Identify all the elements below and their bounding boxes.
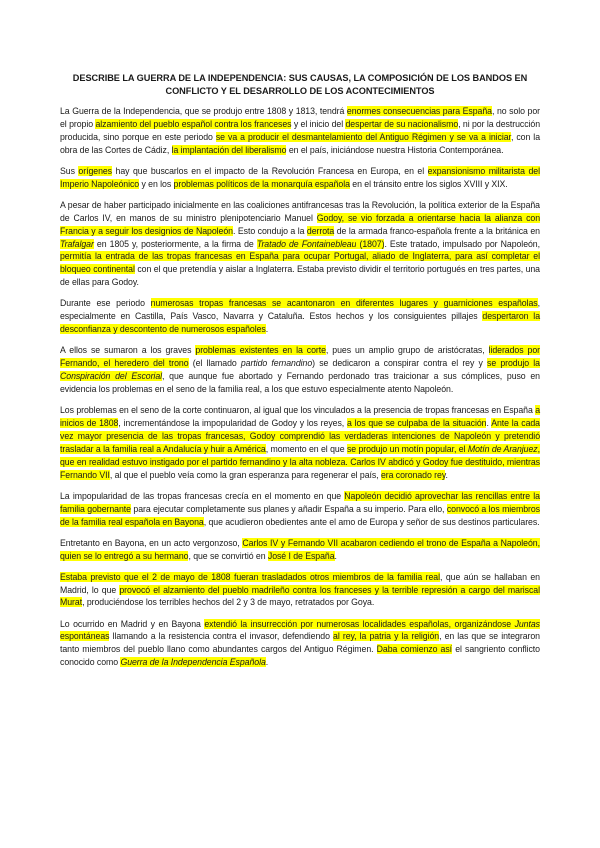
highlighted-text: provocó el alzamiento del pueblo madrileño contra los franceses y la terrible represión a cargo del mariscal Murat (60, 584, 540, 608)
highlighted-text: Conspiración del Escorial (60, 371, 163, 382)
paragraph-8 (60, 537, 540, 563)
highlighted-text: Trafalgar (60, 238, 94, 249)
text-run: . Este tratado, impulsado por Napoleón, (384, 238, 540, 249)
text-run: , en las que se integraron tanto miembros del pueblo llano como abundantes cargos del Antiguo Régimen. (60, 631, 540, 655)
text-run: Entretanto en Bayona, en un acto vergonzoso, (60, 537, 243, 548)
text-run: , no solo por el propio (60, 106, 540, 129)
highlighted-text: derrota (306, 225, 335, 236)
text-run: , ni por la destrucción producida, sino porque en este periodo (60, 118, 541, 142)
paragraph-6 (60, 404, 540, 481)
text-run: . (445, 469, 448, 480)
paragraph-1 (60, 105, 540, 157)
text-run: en 1805 y, posteriormente, a la firma de (93, 238, 257, 249)
text-run: (el llamado (188, 358, 241, 369)
document-title: DESCRIBE LA GUERRA DE LA INDEPENDENCIA: SUS CAUSAS, LA COMPOSICIÓN DE LOS BANDOS EN CONFLICTO Y EL DESARROLLO DE LOS ACONTECIMIENTOS (72, 73, 528, 96)
highlighted-text: Estaba previsto que el 2 de mayo de 1808 fueran trasladados otros miembros de la familia real (60, 571, 440, 582)
highlighted-text: se produjo un motín popular, el (346, 443, 468, 454)
highlighted-text: extendió la insurrección por numerosas localidades españolas, organizándose (204, 618, 515, 629)
paragraph-9 (60, 571, 540, 610)
highlighted-text: Motín de Aranjuez (467, 443, 538, 454)
document-body (60, 105, 540, 669)
paragraph-2 (60, 165, 540, 191)
paragraph-3 (60, 199, 540, 289)
highlighted-text: alzamiento del pueblo español contra los franceses (95, 118, 292, 129)
text-run: Los problemas en el seno de la corte continuaron, al igual que los vinculados a la presencia de tropas francesas en España (60, 405, 536, 416)
text-run: para ejecutar completamente sus planes y añadir España a su imperio. Para ello, (130, 503, 447, 514)
highlighted-text: orígenes (78, 165, 112, 176)
text-run: en el país, iniciándose nuestra Historia Contemporánea. (286, 144, 504, 155)
highlighted-text: se va a producir el desmantelamiento del Antiguo Régimen y se va a iniciar (215, 131, 511, 142)
highlighted-text: (1807) (356, 238, 385, 249)
text-run: , momento en el que (265, 443, 347, 454)
highlighted-text: despertar de su nacionalismo (345, 118, 459, 129)
highlighted-text: liderados por Fernando, el heredero del trono (60, 345, 540, 369)
highlighted-text: problemas políticos de la monarquía española (173, 178, 350, 189)
text-run: La impopularidad de las tropas francesas crecía en el momento en que (60, 490, 345, 501)
text-run: , que acudieron obedientes ante el amo de Europa y señor de sus destinos particulares. (203, 516, 540, 527)
text-run: Sus (60, 165, 79, 176)
text-run: en el tránsito entre los siglos XVIII y XIX. (349, 178, 508, 189)
highlighted-text: Ante la cada vez mayor presencia de las tropas francesas, Godoy comprendió las verdaderas intenciones de Napoleón y pretendió trasladar a la familia real a Andalucía y huir a América (60, 417, 540, 454)
highlighted-text: , que en realidad estuvo instigado por el partido fernandino y la alta nobleza. Carlos IV abdicó y Godoy fue destituido, mientras Fernando VII (60, 443, 540, 480)
highlighted-text: numerosas tropas francesas se acantonaron en diferentes lugares y guarniciones españolas (150, 298, 538, 309)
highlighted-text: convocó a los miembros de la familia real española en Bayona (60, 503, 540, 527)
highlighted-text: se produjo la (487, 358, 540, 369)
text-run: La Guerra de la Independencia, que se produjo entre 1808 y 1813, tendrá (60, 106, 347, 116)
text-run: , que aunque fue abortado y Fernando perdonado tras traicionar a sus cómplices, puso en evidencia los problemas en el seno de la familia real, a los que estuvo especialmente atento Napoleón. (60, 371, 540, 394)
text-run: , con la obra de las Cortes de Cádiz, (60, 131, 540, 155)
text-run: . (265, 324, 269, 335)
text-run: . Esto condujo a la (232, 225, 307, 236)
text-run: , al que el pueblo veía como la gran esperanza para regenerar el país, (109, 469, 381, 480)
text-run: llamando a la resistencia contra el invasor, defendiendo (109, 631, 334, 642)
text-run: el sangriento conflicto conocido como (60, 644, 540, 668)
highlighted-text: la implantación del liberalismo (171, 144, 287, 155)
highlighted-text: espontáneas (60, 631, 110, 642)
paragraph-4 (60, 297, 540, 336)
text-run: Durante ese periodo (60, 298, 151, 309)
highlighted-text: permitía la entrada de las tropas francesas en España para ocupar Portugal, aliado de Inglaterra, para así completar el bloqueo continental (60, 251, 540, 275)
text-run: de la armada franco-española frente a la británica en (334, 225, 540, 236)
highlighted-text: Tratado de Fontainebleau (256, 238, 357, 249)
text-run: , que se convirtió en (188, 550, 268, 561)
highlighted-text: Juntas (514, 618, 540, 629)
highlighted-text: Daba comienzo así (376, 644, 453, 655)
text-run: hay que buscarlos en el impacto de la Revolución Francesa en Europa, en el (112, 165, 428, 176)
text-run: , especialmente en Castilla, País Vasco, Navarra y Cataluña. Estos hechos y los consiguientes pillajes (60, 298, 540, 322)
text-run: , produciéndose los terribles hechos del 2 y 3 de mayo, retratados por Goya. (82, 597, 375, 608)
paragraph-7 (60, 490, 540, 529)
highlighted-text: Guerra de la Independencia Española (120, 657, 266, 668)
text-run: y el inicio del (291, 118, 346, 129)
text-run: A ellos se sumaron a los graves (60, 345, 196, 356)
text-run: A pesar de haber participado inicialmente en las coaliciones antifrancesas tras la Revolución, la política exterior de la España de Carlos IV, en manos de su ministro plenipotenciario Manuel (60, 199, 540, 223)
text-run: , que aún se hallaban en Madrid, lo que (60, 571, 540, 595)
highlighted-text: José I de España (267, 550, 335, 561)
paragraph-10 (60, 618, 540, 670)
text-run: ) se dedicaron a conspirar contra el rey y (312, 358, 488, 369)
text-run: partido fernandino (240, 358, 313, 369)
paragraph-5 (60, 344, 540, 396)
highlighted-text: expansionismo militarista del Imperio Napoleónico (60, 165, 540, 189)
highlighted-text: a inicios de 1808 (60, 405, 540, 428)
highlighted-text: problemas existentes en la corte (195, 345, 326, 356)
text-run: con el que pretendía y aislar a Inglaterra. Estaba previsto dividir el territorio portugués en tres partes, una de ellas para Godoy. (60, 264, 540, 288)
text-run: . (265, 657, 269, 668)
text-run: , pues un amplio grupo de aristócratas, (325, 345, 489, 356)
highlighted-text: enormes consecuencias para España (346, 106, 492, 116)
text-run: . (486, 417, 492, 428)
highlighted-text: Carlos IV y Fernando VII acabaron cediendo el trono de España a Napoleón, quien se lo entregó a su hermano (60, 537, 540, 561)
highlighted-text: al rey, la patria y la religión (333, 631, 440, 642)
text-run: y en los (139, 178, 174, 189)
highlighted-text: Godoy, se vio forzada a orientarse hacia la alianza con Francia y a seguir los designios de Napoleón (60, 212, 541, 236)
text-run: Lo ocurrido en Madrid y en Bayona (60, 618, 205, 629)
highlighted-text: Napoleón decidió aprovechar las rencillas entre la familia gobernante (60, 490, 540, 514)
highlighted-text: era coronado rey (380, 469, 446, 480)
highlighted-text: despertaron la desconfianza y descontento de numerosos españoles (60, 311, 540, 335)
text-run: , incrementándose la impopularidad de Godoy y los reyes, (118, 417, 347, 428)
text-run: . (334, 550, 337, 561)
highlighted-text: a los que se culpaba de la situación (346, 417, 487, 428)
